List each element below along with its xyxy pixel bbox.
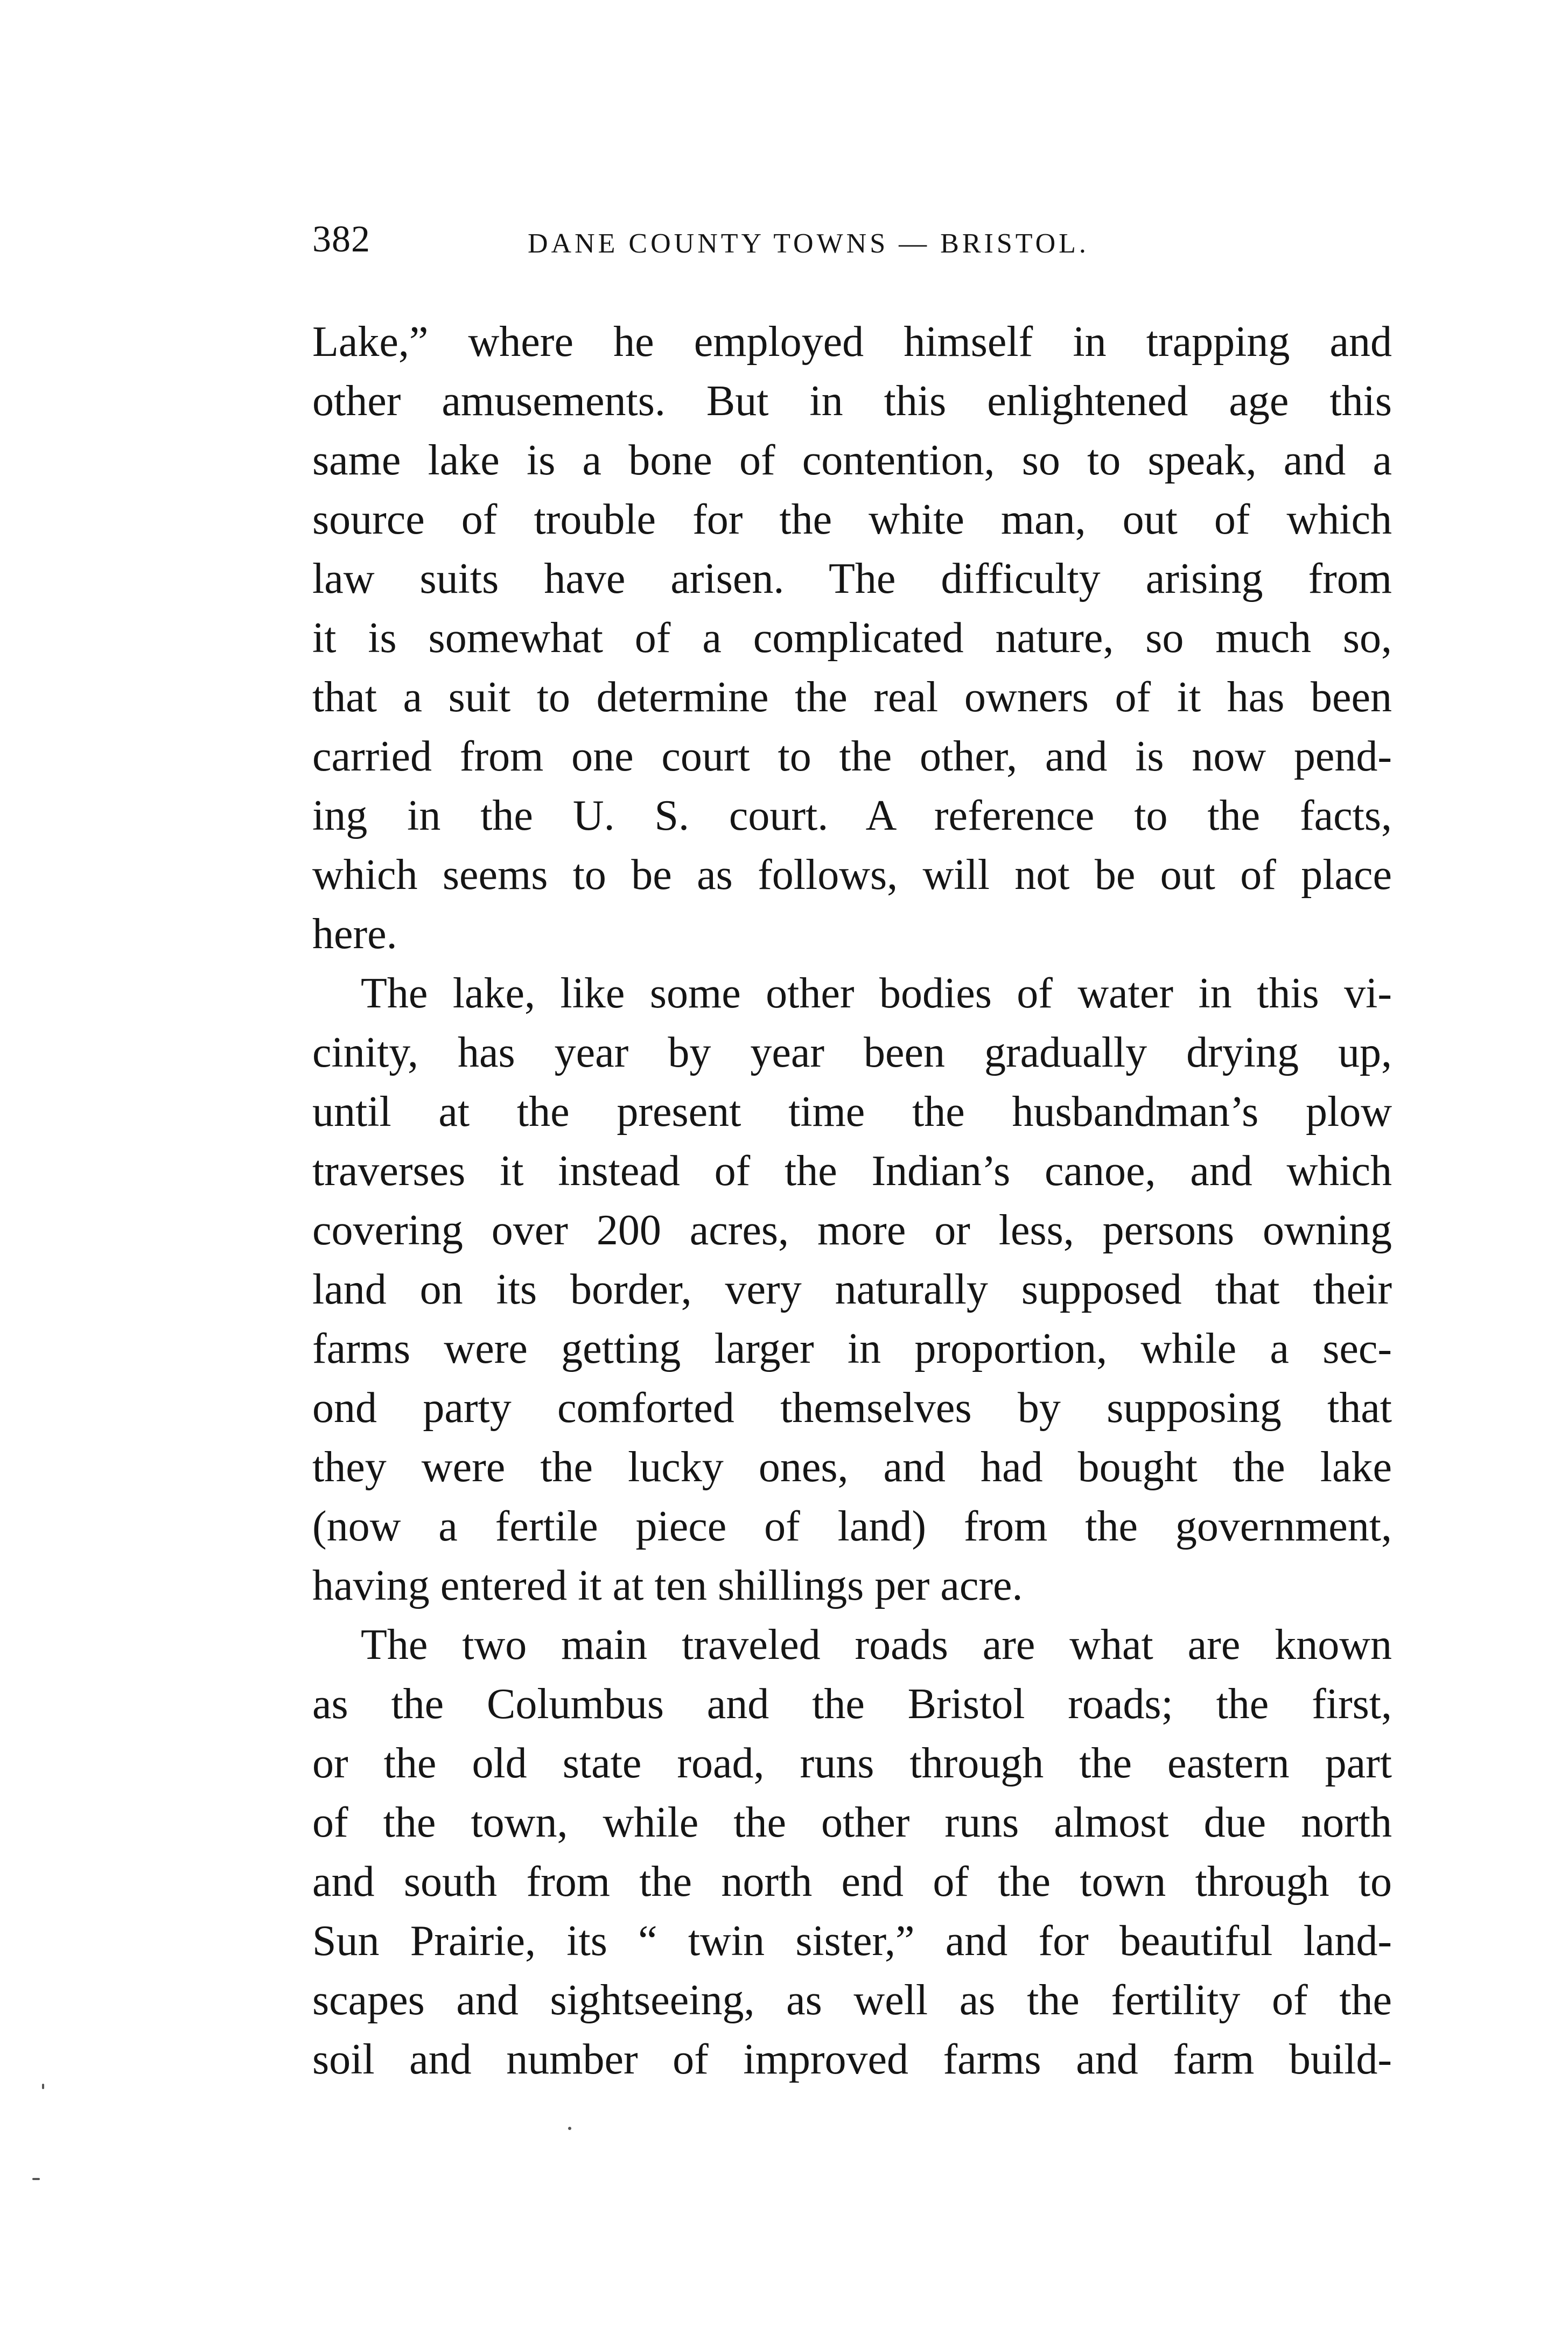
text-line: farms were getting larger in proportion, while a sec- [312, 1325, 1392, 1372]
text-line: land on its border, very naturally supposed that their [312, 1266, 1392, 1313]
text-line: they were the lucky ones, and had bought the lake [312, 1444, 1392, 1491]
paper-speck [42, 2084, 44, 2089]
text-line: it is somewhat of a complicated nature, so much so, [312, 614, 1392, 662]
text-line: The two main traveled roads are what are known [361, 1621, 1392, 1669]
page-number: 382 [312, 219, 370, 260]
text-line: carried from one court to the other, and is now pend- [312, 733, 1392, 780]
text-line: scapes and sightseeing, as well as the fertility of the [312, 1977, 1392, 2024]
text-line: ond party comforted themselves by supposing that [312, 1384, 1392, 1432]
text-line: other amusements. But in this enlightened age this [312, 377, 1392, 425]
page-header [312, 213, 1392, 267]
text-line: law suits have arisen. The difficulty arising from [312, 555, 1392, 602]
text-line: (now a fertile piece of land) from the government, [312, 1503, 1392, 1550]
text-line: as the Columbus and the Bristol roads; the first, [312, 1680, 1392, 1728]
text-line: which seems to be as follows, will not be out of place [312, 851, 1392, 899]
text-line: that a suit to determine the real owners of it has been [312, 674, 1392, 721]
text-line: cinity, has year by year been gradually drying up, [312, 1029, 1392, 1076]
paper-speck [32, 2178, 40, 2180]
paper-speck [568, 2127, 571, 2130]
text-line: source of trouble for the white man, out of which [312, 496, 1392, 543]
paragraph-3 [312, 1615, 1392, 2089]
text-line: soil and number of improved farms and farm build- [312, 2036, 1392, 2083]
text-line: having entered it at ten shillings per acre. [312, 1562, 1023, 1609]
text-line: ing in the U. S. court. A reference to the facts, [312, 792, 1392, 839]
text-line: until at the present time the husbandman’s plow [312, 1088, 1392, 1136]
text-line: of the town, while the other runs almost due north [312, 1799, 1392, 1846]
text-line: or the old state road, runs through the eastern part [312, 1740, 1392, 1787]
text-line: traverses it instead of the Indian’s canoe, and which [312, 1147, 1392, 1195]
text-line: covering over 200 acres, more or less, persons owning [312, 1207, 1392, 1254]
text-line: here. [312, 910, 397, 958]
paragraph-2 [312, 964, 1392, 1615]
running-head: DANE COUNTY TOWNS — BRISTOL. [528, 228, 1089, 259]
text-line: same lake is a bone of contention, so to speak, and a [312, 437, 1392, 484]
body-text [312, 312, 1392, 2089]
text-line: The lake, like some other bodies of water in this vi- [361, 970, 1392, 1017]
text-line: and south from the north end of the town through to [312, 1858, 1392, 1905]
text-line: Lake,” where he employed himself in trapping and [312, 318, 1392, 366]
text-line: Sun Prairie, its “ twin sister,” and for beautiful land- [312, 1917, 1392, 1965]
paragraph-1 [312, 312, 1392, 964]
